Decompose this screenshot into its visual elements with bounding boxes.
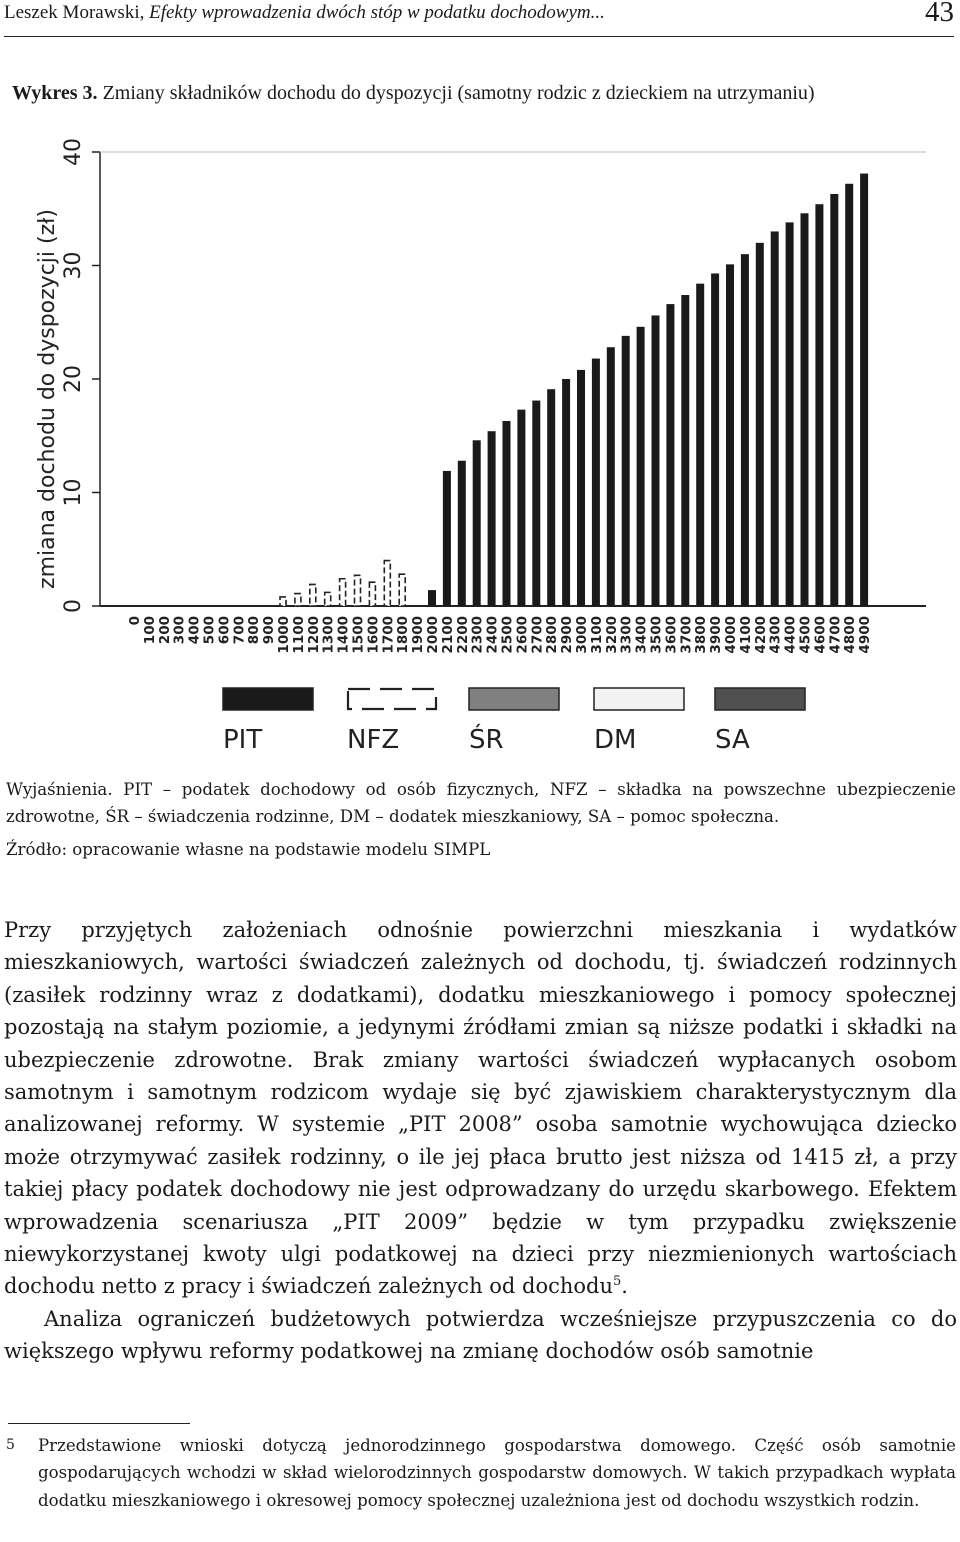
x-tick-label: 1800: [395, 616, 412, 654]
x-tick-label: 2000: [425, 616, 441, 654]
x-tick-label: 2500: [499, 616, 516, 654]
y-tick-label: 40: [61, 138, 86, 166]
bar-chart: [0, 120, 960, 760]
x-tick-label: 2300: [469, 616, 486, 654]
running-header: [4, 0, 954, 37]
x-tick-label: 4400: [782, 616, 799, 654]
figure-title: [12, 82, 815, 105]
legend-label: SA: [715, 725, 750, 755]
bar-pit: [547, 389, 555, 606]
x-tick-label: 900: [261, 616, 278, 645]
bar-pit: [860, 174, 868, 606]
paragraph: [4, 914, 957, 1303]
y-tick-label: 0: [61, 599, 86, 613]
legend-label: ŚR: [469, 725, 504, 755]
x-tick-label: 400: [186, 616, 203, 645]
bar-pit: [696, 284, 704, 606]
x-tick-label: 700: [231, 616, 248, 645]
bar-pit: [830, 194, 838, 606]
x-tick-label: 3600: [663, 616, 680, 654]
legend-label: DM: [594, 725, 637, 755]
bar-pit: [532, 401, 540, 606]
bar-pit: [681, 295, 689, 606]
bar-pit: [845, 184, 853, 606]
bar-pit: [771, 231, 779, 606]
x-tick-label: 100: [141, 616, 158, 645]
bar-pit: [711, 273, 719, 606]
bar-pit: [607, 347, 615, 606]
bar-pit: [562, 379, 570, 606]
figure-caption: Zmiany składników dochodu do dyspozycji (samotny rodzic z dzieckiem na utrzymaniu): [102, 82, 815, 104]
x-tick-label: 2100: [439, 616, 456, 654]
bar-nfz: [295, 594, 301, 606]
legend-swatch-3: [469, 688, 559, 710]
bar-pit: [622, 336, 630, 606]
chart-legend: [223, 688, 805, 755]
legend-swatch-5: [715, 688, 805, 710]
y-tick-label: 10: [61, 478, 86, 507]
x-tick-label: 4700: [827, 616, 844, 654]
bar-pit: [503, 421, 511, 606]
bar-nfz: [384, 561, 390, 606]
x-tick-label: 500: [201, 616, 218, 645]
x-tick-label: 1700: [380, 616, 397, 654]
x-tick-label: 3900: [708, 616, 725, 654]
bar-pit: [637, 327, 645, 606]
legend-swatch-1: [223, 688, 313, 710]
y-tick-label: 20: [61, 365, 86, 393]
x-tick-label: 4000: [723, 616, 739, 654]
x-tick-label: 3000: [574, 616, 590, 654]
x-tick-label: 2800: [544, 616, 561, 654]
footnote-divider: [8, 1423, 190, 1424]
legend-swatch-2: [348, 689, 436, 709]
bar-pit: [428, 590, 436, 606]
x-tick-label: 1300: [320, 616, 337, 654]
y-tick-label: 30: [61, 251, 86, 280]
bar-nfz: [325, 592, 331, 606]
header-title: Efekty wprowadzenia dwóch stóp w podatku dochodowym...: [149, 2, 605, 23]
body-text: [4, 914, 957, 1368]
x-tick-label: 3100: [588, 616, 605, 654]
x-tick-label: 3500: [648, 616, 665, 654]
header-reference: [4, 2, 605, 24]
bar-nfz: [310, 584, 316, 606]
paragraph-text: Przy przyjętych założeniach odnośnie powierzchni mieszkania i wydatków mieszkaniowych, wartości świadczeń zależnych od dochodu, tj. świadczeń rodzinnych (zasiłek rodzinny wraz z dodatkami), dodatku mieszkaniowego i pomocy społecznej pozostają na stałym poziomie, a jedynymi źródłami zmian są niższe podatki i składki na ubezpieczenie zdrowotne. Brak zmiany wartości świadczeń wypłacanych osobom samotnym i samotnym rodzicom wydaje się być zjawiskiem charakterystycznym dla analizowanej reformy. W systemie „PIT 2008” osoba samotnie wychowująca dziecko może otrzymywać zasiłek rodzinny, o ile jej płaca brutto jest niższa od 1415 zł, a przy takiej płacy podatek dochodowy nie jest odprowadzany do urzędu skarbowego. Efektem wprowadzenia scenariusza „PIT 2009” będzie w tym przypadku zwiększenie niewykorzystanej kwoty ulgi podatkowej na dzieci przy niezmienionych wartościach dochodu netto z pracy i świadczeń zależnych od dochodu: [4, 918, 957, 1299]
bar-pit: [652, 315, 660, 606]
x-tick-label: 600: [216, 616, 233, 645]
x-tick-label: 0: [127, 616, 143, 626]
legend-label: NFZ: [347, 725, 400, 755]
bar-pit: [458, 461, 466, 606]
figure-label: Wykres 3.: [12, 82, 98, 104]
x-tick-label: 2700: [529, 616, 546, 654]
page-number: 43: [925, 0, 954, 28]
x-tick-label: 4300: [767, 616, 784, 654]
bar-pit: [756, 243, 764, 606]
bar-pit: [488, 431, 496, 606]
x-tick-label: 2900: [559, 616, 576, 654]
footnote-reference[interactable]: 5: [613, 1274, 622, 1290]
x-tick-label: 4500: [797, 616, 814, 654]
y-axis-label: zmiana dochodu do dyspozycji (zł): [35, 209, 60, 589]
bar-pit: [815, 204, 823, 606]
bar-nfz: [280, 597, 286, 606]
footnote-number: 5: [6, 1437, 15, 1453]
bar-nfz: [340, 579, 346, 606]
x-tick-label: 3300: [618, 616, 635, 654]
x-tick-label: 1400: [335, 616, 352, 654]
header-author: Leszek Morawski,: [4, 2, 145, 23]
x-tick-label: 3700: [678, 616, 695, 654]
x-tick-label: 200: [156, 616, 173, 645]
x-tick-label: 1100: [290, 616, 307, 654]
bar-nfz: [369, 582, 375, 606]
x-tick-label: 3200: [603, 616, 620, 654]
bar-nfz: [399, 574, 405, 606]
x-tick-label: 1200: [305, 616, 322, 654]
bar-pit: [666, 304, 674, 606]
legend-swatch-4: [594, 688, 684, 710]
bar-pit: [726, 264, 734, 606]
bar-pit: [801, 213, 809, 606]
bar-pit: [786, 222, 794, 606]
x-tick-label: 2400: [484, 616, 501, 654]
x-tick-labels: [127, 616, 873, 654]
x-tick-label: 1900: [410, 616, 427, 654]
x-tick-label: 2200: [454, 616, 471, 654]
x-tick-label: 4200: [752, 616, 769, 654]
figure-explanation: Wyjaśnienia. PIT – podatek dochodowy od osób fizycznych, NFZ – składka na powszechne ubezpieczenie zdrowotne, ŚR – świadczenia rodzinne, DM – dodatek mieszkaniowy, SA – pomoc społeczna.: [6, 780, 956, 826]
bar-nfz: [355, 575, 361, 606]
x-tick-label: 1600: [365, 616, 382, 654]
x-tick-label: 4600: [812, 616, 829, 654]
footnote-text: Przedstawione wnioski dotyczą jednorodzinnego gospodarstwa domowego. Część osób samotnie gospodarujących wchodzi w skład wielorodzinnych gospodarstw domowych. W takich przypadkach wypłata dodatku mieszkaniowego i okresowej pomocy społecznej uzależniona jest od dochodu wszystkich rodzin.: [38, 1436, 956, 1510]
bar-pit: [592, 359, 600, 606]
chart-bars: [280, 174, 868, 606]
x-tick-label: 4100: [737, 616, 754, 654]
paragraph: Analiza ograniczeń budżetowych potwierdza wcześniejsze przypuszczenia co do większego wpływu reformy podatkowej na zmianę dochodów osób samotnie: [4, 1306, 957, 1364]
x-tick-label: 3400: [633, 616, 650, 654]
bar-pit: [443, 471, 451, 606]
bar-pit: [473, 440, 481, 606]
paragraph-end: .: [621, 1274, 628, 1299]
bar-pit: [741, 254, 749, 606]
x-tick-label: 1500: [350, 616, 367, 654]
bar-pit: [577, 370, 585, 606]
x-tick-label: 800: [246, 616, 263, 645]
bar-pit: [517, 410, 525, 606]
x-tick-label: 4900: [857, 616, 874, 654]
figure-source: Źródło: opracowanie własne na podstawie modelu SIMPL: [6, 840, 491, 859]
x-tick-label: 300: [171, 616, 188, 645]
legend-label: PIT: [223, 725, 263, 755]
x-tick-label: 3800: [693, 616, 710, 654]
x-tick-label: 4800: [842, 616, 859, 654]
x-tick-label: 1000: [276, 616, 292, 654]
x-tick-label: 2600: [514, 616, 531, 654]
